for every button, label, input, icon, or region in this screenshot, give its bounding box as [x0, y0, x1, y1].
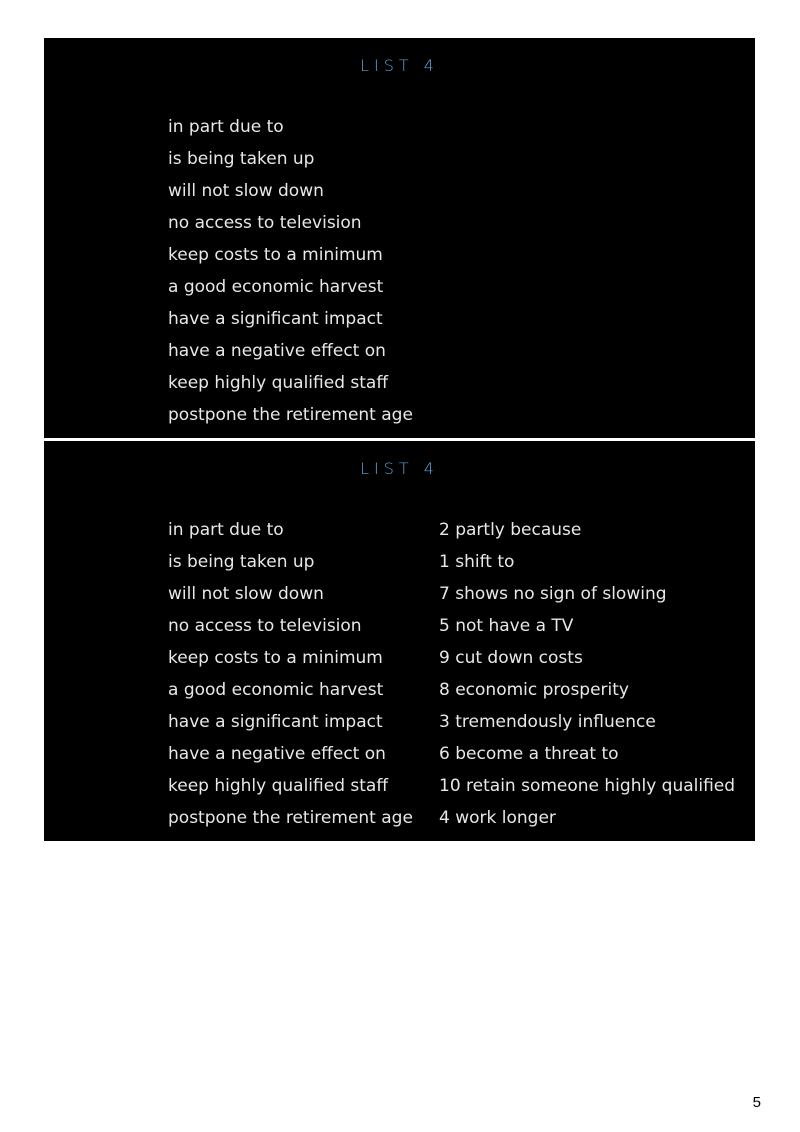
- slide-title: LIST 4: [360, 56, 439, 75]
- phrase-item: postpone the retirement age: [168, 808, 413, 828]
- answer-item: 8 economic prosperity: [439, 680, 629, 700]
- slide-list-4-answers: [44, 441, 755, 841]
- phrase-item: will not slow down: [168, 181, 324, 201]
- answer-item: 9 cut down costs: [439, 648, 583, 668]
- answer-item: 3 tremendously influence: [439, 712, 656, 732]
- answer-item: 10 retain someone highly qualified: [439, 776, 736, 796]
- answer-item: 5 not have a TV: [439, 616, 574, 636]
- phrase-item: have a significant impact: [168, 309, 383, 329]
- phrase-item: in part due to: [168, 117, 284, 137]
- answer-item: 7 shows no sign of slowing: [439, 584, 667, 604]
- phrase-item: no access to television: [168, 616, 362, 636]
- phrase-item: postpone the retirement age: [168, 405, 413, 425]
- phrase-item: keep highly qualified staff: [168, 776, 389, 796]
- phrase-item: a good economic harvest: [168, 680, 384, 700]
- phrase-item: is being taken up: [168, 552, 315, 572]
- answer-item: 6 become a threat to: [439, 744, 619, 764]
- phrase-item: will not slow down: [168, 584, 324, 604]
- answer-item: 1 shift to: [439, 552, 515, 572]
- phrase-item: have a negative effect on: [168, 744, 386, 764]
- phrase-item: have a significant impact: [168, 712, 383, 732]
- phrase-item: a good economic harvest: [168, 277, 384, 297]
- phrase-item: have a negative effect on: [168, 341, 386, 361]
- answer-list: [439, 514, 735, 834]
- answer-item: 4 work longer: [439, 808, 556, 828]
- phrase-item: in part due to: [168, 520, 284, 540]
- phrase-list: [168, 514, 413, 834]
- phrase-item: keep costs to a minimum: [168, 245, 383, 265]
- slide-list-4-questions: [44, 38, 755, 438]
- phrase-item: keep costs to a minimum: [168, 648, 383, 668]
- phrase-item: is being taken up: [168, 149, 315, 169]
- page-number: 5: [752, 1094, 761, 1111]
- answer-item: 2 partly because: [439, 520, 582, 540]
- phrase-list: [168, 111, 413, 431]
- phrase-item: keep highly qualified staff: [168, 373, 389, 393]
- phrase-item: no access to television: [168, 213, 362, 233]
- slide-title: LIST 4: [360, 459, 439, 478]
